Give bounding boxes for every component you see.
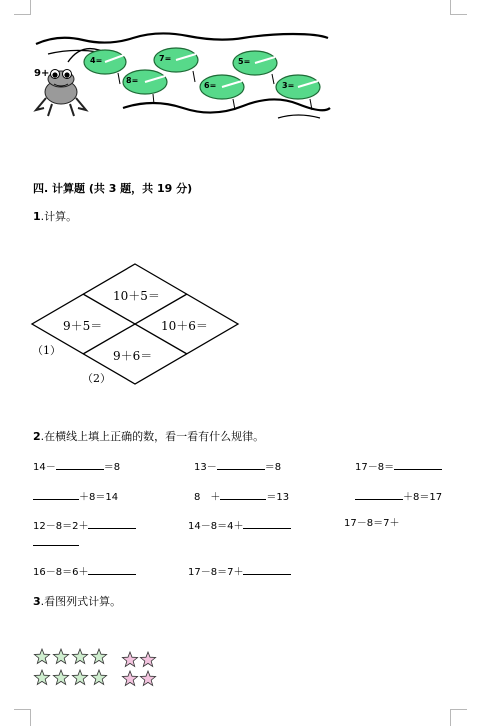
star-group [33,648,163,690]
answer-blank[interactable] [33,535,79,546]
pink-star-icon [122,671,137,686]
question-1-heading [33,208,77,224]
lily-pad-6-label: 3= [282,81,295,90]
equation-8: 14－8＝4＋ [188,518,291,533]
corner-mark-bottom-left [14,709,31,726]
answer-blank[interactable] [88,518,136,529]
frog-lily-pad-illustration [28,24,333,124]
green-star-icon [53,670,68,685]
corner-mark-top-right [450,0,467,15]
cell-top: 10＋5＝ [113,289,160,303]
diamond-figure [30,262,242,390]
answer-blank[interactable] [243,564,291,575]
equation-3: 17－8＝ [355,459,442,474]
green-star-icon [53,649,68,664]
equation-4: ＋8＝14 [33,489,118,504]
pink-star-icon [140,671,155,686]
part-label-1: （1） [32,344,61,357]
corner-mark-bottom-right [450,709,467,726]
question-3-heading [33,593,121,609]
lily-pad-4-label: 8= [126,76,139,85]
answer-blank[interactable] [88,564,136,575]
star-picture [33,648,163,690]
pink-star-icon [140,652,155,667]
equation-11: 17－8＝7＋ [188,564,291,579]
equation-1: 14－ ＝8 [33,459,120,474]
answer-blank[interactable] [394,459,442,470]
pink-star-icon [122,652,137,667]
lily-pad-3-label: 5= [238,57,251,66]
frog-expression: 9+ [34,68,50,79]
section-title: 四. 计算题 (共 3 题，共 19 分) [33,182,193,195]
equation-5: 8 ＋ ＝13 [194,489,289,504]
equation-10: 16－8＝6＋ [33,564,136,579]
equation-6: ＋8＝17 [355,489,442,504]
answer-blank[interactable] [243,518,291,529]
green-star-icon [34,649,49,664]
green-star-icon [72,649,87,664]
answer-blank[interactable] [220,489,266,500]
question-2-number: 2 [33,430,41,443]
answer-blank[interactable] [355,489,403,500]
lily-pad-1-label: 4= [90,56,103,65]
green-star-icon [91,649,106,664]
equation-7: 12－8＝2＋ [33,518,136,533]
question-3-number: 3 [33,595,41,608]
cell-bottom: 9＋6＝ [113,349,153,363]
equation-2: 13－ ＝8 [194,459,281,474]
answer-blank[interactable] [33,489,79,500]
question-1-text: .计算。 [40,210,78,223]
question-3-text: .看图列式计算。 [40,595,122,608]
cell-left: 9＋5＝ [63,319,103,333]
question-2-text: .在横线上填上正确的数，看一看有什么规律。 [40,430,265,443]
part-label-2: （2） [82,372,111,385]
equation-9: 17－8＝7＋ [344,518,400,529]
answer-blank[interactable] [56,459,104,470]
pond-drawing [28,24,333,124]
green-star-icon [91,670,106,685]
corner-mark-top-left [14,0,31,15]
lily-pad-2-label: 7= [159,54,172,63]
diamond-grid [30,262,242,390]
equation-9-blank-line [33,535,79,550]
green-star-icon [34,670,49,685]
answer-blank[interactable] [217,459,265,470]
lily-pad-5-label: 6= [204,81,217,90]
question-2-heading [33,428,264,444]
question-1-number: 1 [33,210,41,223]
green-star-icon [72,670,87,685]
cell-right: 10＋6＝ [161,319,208,333]
